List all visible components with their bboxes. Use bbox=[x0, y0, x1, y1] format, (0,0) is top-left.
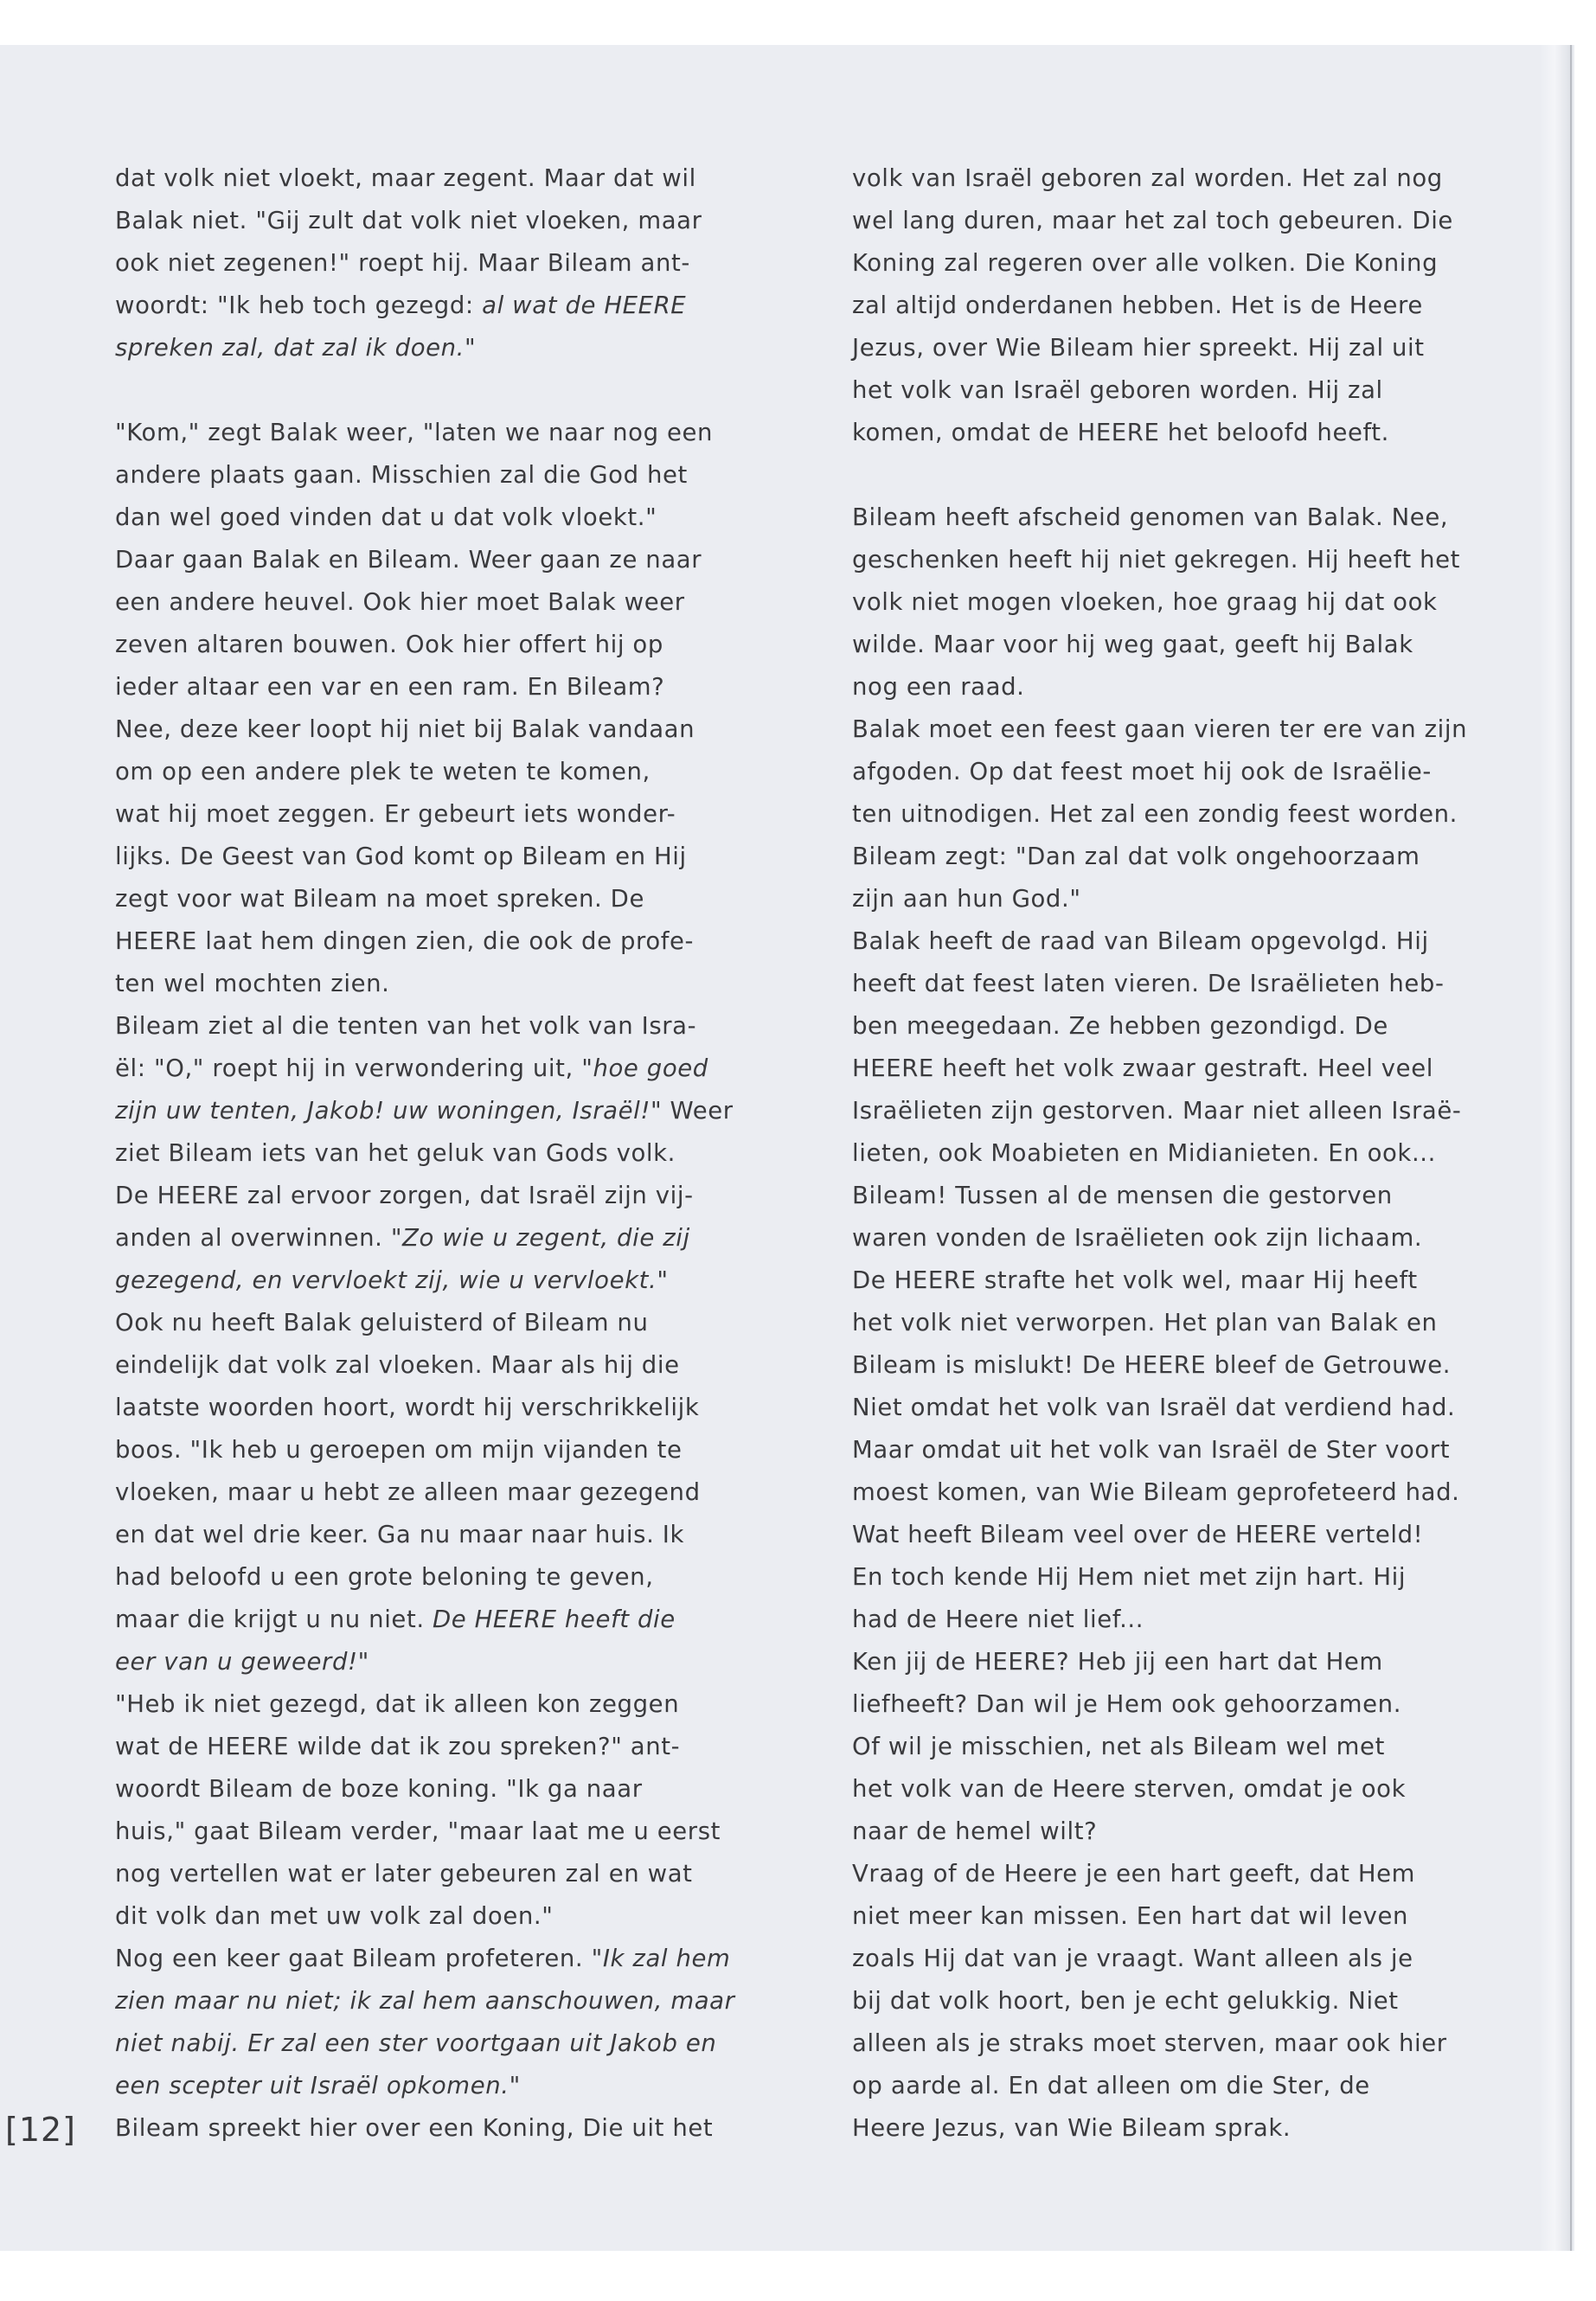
text-segment: ten wel mochten zien. bbox=[115, 970, 390, 997]
italic-quote: "hoe goed bbox=[581, 1054, 708, 1082]
text-segment: anden al overwinnen. bbox=[115, 1224, 391, 1252]
text-line bbox=[852, 666, 1467, 708]
text-line bbox=[852, 1048, 1467, 1090]
text-segment: Ook nu heeft Balak geluisterd of Bileam nu bbox=[115, 1309, 649, 1336]
text-line bbox=[115, 751, 735, 793]
text-segment: om op een andere plek te weten te komen, bbox=[115, 758, 651, 785]
text-line bbox=[852, 1387, 1467, 1429]
text-segment: een andere heuvel. Ook hier moet Balak weer bbox=[115, 588, 685, 616]
text-line bbox=[852, 1980, 1467, 2022]
text-segment: HEERE heeft het volk zwaar gestraft. Heel veel bbox=[852, 1054, 1433, 1082]
text-line bbox=[852, 624, 1467, 666]
text-line bbox=[115, 1514, 735, 1556]
text-line bbox=[115, 1980, 735, 2022]
text-line bbox=[115, 1938, 735, 1980]
text-segment: ieder altaar een var en een ram. En Bileam? bbox=[115, 673, 665, 701]
text-line bbox=[115, 285, 735, 327]
text-segment: vloeken, maar u hebt ze alleen maar gezegend bbox=[115, 1478, 701, 1506]
text-line bbox=[852, 2065, 1467, 2107]
text-segment: bij dat volk hoort, ben je echt gelukkig. Niet bbox=[852, 1987, 1399, 2015]
text-segment: Balak heeft de raad van Bileam opgevolgd. Hij bbox=[852, 927, 1429, 955]
page-edge bbox=[1570, 45, 1572, 2251]
italic-quote: zijn uw tenten, Jakob! uw woningen, Israël!" bbox=[115, 1097, 663, 1125]
italic-quote: De HEERE heeft die bbox=[433, 1606, 676, 1633]
text-segment: "Kom," zegt Balak weer, "laten we naar nog een bbox=[115, 419, 714, 446]
text-line bbox=[852, 1768, 1467, 1811]
text-line bbox=[115, 242, 735, 285]
text-segment: niet meer kan missen. Een hart dat wil leven bbox=[852, 1902, 1409, 1930]
italic-quote: niet nabij. Er zal een ster voortgaan uit Jakob en bbox=[115, 2029, 717, 2057]
text-segment: zal altijd onderdanen hebben. Het is de Heere bbox=[852, 292, 1423, 319]
text-line bbox=[852, 1344, 1467, 1387]
text-line bbox=[115, 878, 735, 920]
text-line bbox=[115, 708, 735, 751]
text-segment: zijn aan hun God." bbox=[852, 885, 1081, 913]
text-segment: lijks. De Geest van God komt op Bileam en Hij bbox=[115, 843, 687, 870]
text-segment: wilde. Maar voor hij weg gaat, geeft hij Balak bbox=[852, 631, 1413, 658]
text-segment: "Heb ik niet gezegd, dat ik alleen kon zeggen bbox=[115, 1690, 680, 1718]
text-segment: geschenken heeft hij niet gekregen. Hij heeft het bbox=[852, 546, 1461, 574]
text-segment: Balak niet. "Gij zult dat volk niet vloeken, maar bbox=[115, 207, 702, 234]
text-segment: ook niet zegenen!" roept hij. Maar Bileam ant- bbox=[115, 249, 690, 277]
text-segment: boos. "Ik heb u geroepen om mijn vijanden te bbox=[115, 1436, 683, 1464]
italic-quote: gezegend, en vervloekt zij, wie u vervloekt." bbox=[115, 1266, 669, 1294]
text-line bbox=[115, 1599, 735, 1641]
text-line bbox=[115, 793, 735, 836]
text-segment: woordt: "Ik heb toch gezegd: bbox=[115, 292, 483, 319]
text-segment: maar die krijgt u nu niet. bbox=[115, 1606, 433, 1633]
text-line bbox=[115, 1259, 735, 1302]
text-line bbox=[852, 157, 1467, 200]
text-line bbox=[115, 454, 735, 497]
text-segment: dit volk dan met uw volk zal doen." bbox=[115, 1902, 554, 1930]
text-segment: moest komen, van Wie Bileam geprofeteerd had. bbox=[852, 1478, 1460, 1506]
text-segment: ziet Bileam iets van het geluk van Gods volk. bbox=[115, 1139, 676, 1167]
text-line bbox=[852, 1514, 1467, 1556]
text-segment: Wat heeft Bileam veel over de HEERE verteld! bbox=[852, 1521, 1424, 1548]
text-segment: Ken jij de HEERE? Heb jij een hart dat Hem bbox=[852, 1648, 1383, 1676]
page-binding-shadow bbox=[1540, 45, 1573, 2251]
italic-quote: "Ik zal hem bbox=[591, 1945, 731, 1972]
text-line bbox=[852, 1471, 1467, 1514]
text-line bbox=[115, 2022, 735, 2065]
text-segment: afgoden. Op dat feest moet hij ook de Israëlie- bbox=[852, 758, 1432, 785]
text-segment: Bileam zegt: "Dan zal dat volk ongehoorzaam bbox=[852, 843, 1420, 870]
text-segment: het volk van Israël geboren worden. Hij zal bbox=[852, 376, 1383, 404]
text-line bbox=[852, 1090, 1467, 1132]
text-segment: ten uitnodigen. Het zal een zondig feest worden. bbox=[852, 800, 1458, 828]
text-segment: Weer bbox=[662, 1097, 734, 1125]
text-line bbox=[852, 1217, 1467, 1259]
italic-quote: eer van u geweerd!" bbox=[115, 1648, 369, 1676]
text-line bbox=[115, 1090, 735, 1132]
text-segment: Israëlieten zijn gestorven. Maar niet alleen Israë- bbox=[852, 1097, 1462, 1125]
text-line bbox=[852, 2107, 1467, 2150]
text-line bbox=[115, 1768, 735, 1811]
text-segment: het volk van de Heere sterven, omdat je ook bbox=[852, 1775, 1407, 1803]
text-segment: En toch kende Hij Hem niet met zijn hart. Hij bbox=[852, 1563, 1407, 1591]
text-line bbox=[852, 1599, 1467, 1641]
text-segment: en dat wel drie keer. Ga nu maar naar huis. Ik bbox=[115, 1521, 684, 1548]
text-line bbox=[852, 963, 1467, 1005]
text-segment: ël: "O," roept hij in verwondering uit, bbox=[115, 1054, 582, 1082]
text-line bbox=[852, 1938, 1467, 1980]
text-line bbox=[852, 1641, 1467, 1683]
text-segment: nog vertellen wat er later gebeuren zal en wat bbox=[115, 1860, 693, 1888]
text-segment: wat hij moet zeggen. Er gebeurt iets wonder- bbox=[115, 800, 676, 828]
text-line bbox=[852, 539, 1467, 581]
text-segment: op aarde al. En dat alleen om die Ster, de bbox=[852, 2072, 1370, 2099]
text-line bbox=[852, 1853, 1467, 1895]
text-line bbox=[115, 1048, 735, 1090]
text-segment: Bileam! Tussen al de mensen die gestorven bbox=[852, 1182, 1393, 1209]
text-line bbox=[115, 1217, 735, 1259]
text-segment: Vraag of de Heere je een hart geeft, dat Hem bbox=[852, 1860, 1416, 1888]
text-segment: Bileam is mislukt! De HEERE bleef de Getrouwe. bbox=[852, 1351, 1452, 1379]
text-segment: ben meegedaan. Ze hebben gezondigd. De bbox=[852, 1012, 1388, 1040]
text-segment: zegt voor wat Bileam na moet spreken. De bbox=[115, 885, 644, 913]
text-segment: Maar omdat uit het volk van Israël de Ster voort bbox=[852, 1436, 1451, 1464]
text-segment: Nee, deze keer loopt hij niet bij Balak vandaan bbox=[115, 715, 695, 743]
text-line bbox=[852, 285, 1467, 327]
text-line bbox=[852, 920, 1467, 963]
text-line bbox=[115, 1641, 735, 1683]
paragraph-gap bbox=[852, 454, 1467, 497]
text-segment: alleen als je straks moet sterven, maar ook hier bbox=[852, 2029, 1447, 2057]
left-text-column bbox=[115, 157, 735, 2150]
text-line bbox=[852, 1429, 1467, 1471]
text-segment: Jezus, over Wie Bileam hier spreekt. Hij zal uit bbox=[852, 334, 1425, 362]
text-segment: wat de HEERE wilde dat ik zou spreken?" ant- bbox=[115, 1733, 681, 1760]
text-line bbox=[852, 412, 1467, 454]
text-segment: het volk niet verworpen. Het plan van Balak en bbox=[852, 1309, 1438, 1336]
text-segment: andere plaats gaan. Misschien zal die God het bbox=[115, 461, 688, 489]
text-line bbox=[115, 666, 735, 708]
page-number: [12] bbox=[5, 2111, 77, 2149]
text-line bbox=[115, 1387, 735, 1429]
text-segment: lieten, ook Moabieten en Midianieten. En ook... bbox=[852, 1139, 1436, 1167]
text-segment: liefheeft? Dan wil je Hem ook gehoorzamen. bbox=[852, 1690, 1402, 1718]
text-line bbox=[115, 836, 735, 878]
text-segment: eindelijk dat volk zal vloeken. Maar als hij die bbox=[115, 1351, 680, 1379]
text-line bbox=[852, 1005, 1467, 1048]
text-line bbox=[115, 581, 735, 624]
italic-quote: al wat de HEERE bbox=[482, 292, 687, 319]
text-line bbox=[115, 1853, 735, 1895]
text-line bbox=[115, 157, 735, 200]
text-segment: had de Heere niet lief... bbox=[852, 1606, 1144, 1633]
text-line bbox=[852, 1259, 1467, 1302]
text-segment: nog een raad. bbox=[852, 673, 1025, 701]
text-line bbox=[852, 751, 1467, 793]
paragraph-gap bbox=[115, 369, 735, 412]
text-line bbox=[115, 1811, 735, 1853]
text-line bbox=[852, 1302, 1467, 1344]
text-line bbox=[852, 708, 1467, 751]
text-line bbox=[852, 1683, 1467, 1726]
text-line bbox=[115, 1302, 735, 1344]
text-line bbox=[115, 412, 735, 454]
text-segment: De HEERE strafte het volk wel, maar Hij heeft bbox=[852, 1266, 1418, 1294]
text-segment: Bileam spreekt hier over een Koning, Die uit het bbox=[115, 2114, 714, 2142]
text-segment: HEERE laat hem dingen zien, die ook de profe- bbox=[115, 927, 695, 955]
text-line bbox=[852, 1726, 1467, 1768]
text-segment: Daar gaan Balak en Bileam. Weer gaan ze naar bbox=[115, 546, 702, 574]
text-line bbox=[852, 1811, 1467, 1853]
text-line bbox=[115, 200, 735, 242]
text-segment: huis," gaat Bileam verder, "maar laat me u eerst bbox=[115, 1817, 721, 1845]
text-segment: woordt Bileam de boze koning. "Ik ga naar bbox=[115, 1775, 643, 1803]
text-segment: Niet omdat het volk van Israël dat verdiend had. bbox=[852, 1394, 1456, 1421]
text-line bbox=[115, 1175, 735, 1217]
text-segment: Balak moet een feest gaan vieren ter ere van zijn bbox=[852, 715, 1468, 743]
text-segment: Nog een keer gaat Bileam profeteren. bbox=[115, 1945, 592, 1972]
right-text-column bbox=[852, 157, 1467, 2150]
text-line bbox=[115, 1556, 735, 1599]
italic-quote: een scepter uit Israël opkomen." bbox=[115, 2072, 521, 2099]
text-line bbox=[115, 1344, 735, 1387]
text-line bbox=[852, 200, 1467, 242]
text-segment: komen, omdat de HEERE het beloofd heeft. bbox=[852, 419, 1390, 446]
text-line bbox=[852, 242, 1467, 285]
text-line bbox=[115, 1726, 735, 1768]
italic-quote: zien maar nu niet; ik zal hem aanschouwen, maar bbox=[115, 1987, 735, 2015]
text-line bbox=[852, 793, 1467, 836]
text-segment: zeven altaren bouwen. Ook hier offert hij op bbox=[115, 631, 663, 658]
italic-quote: spreken zal, dat zal ik doen." bbox=[115, 334, 477, 362]
text-segment: dan wel goed vinden dat u dat volk vloekt." bbox=[115, 503, 657, 531]
text-line bbox=[852, 1175, 1467, 1217]
text-segment: wel lang duren, maar het zal toch gebeuren. Die bbox=[852, 207, 1453, 234]
text-segment: zoals Hij dat van je vraagt. Want alleen als je bbox=[852, 1945, 1413, 1972]
text-segment: laatste woorden hoort, wordt hij verschrikkelijk bbox=[115, 1394, 700, 1421]
text-line bbox=[115, 2065, 735, 2107]
text-segment: Koning zal regeren over alle volken. Die Koning bbox=[852, 249, 1439, 277]
text-line bbox=[115, 327, 735, 369]
text-segment: Of wil je misschien, net als Bileam wel met bbox=[852, 1733, 1385, 1760]
text-line bbox=[115, 1895, 735, 1938]
text-line bbox=[852, 1895, 1467, 1938]
text-line bbox=[115, 539, 735, 581]
text-line bbox=[852, 497, 1467, 539]
text-line bbox=[115, 1471, 735, 1514]
text-segment: Bileam ziet al die tenten van het volk van Isra- bbox=[115, 1012, 697, 1040]
text-line bbox=[115, 2107, 735, 2150]
text-segment: volk niet mogen vloeken, hoe graag hij dat ook bbox=[852, 588, 1438, 616]
text-segment: heeft dat feest laten vieren. De Israëlieten heb- bbox=[852, 970, 1445, 997]
text-line bbox=[852, 369, 1467, 412]
text-line bbox=[115, 497, 735, 539]
text-segment: De HEERE zal ervoor zorgen, dat Israël zijn vij- bbox=[115, 1182, 694, 1209]
text-line bbox=[115, 920, 735, 963]
text-segment: had beloofd u een grote beloning te geven, bbox=[115, 1563, 654, 1591]
text-line bbox=[852, 2022, 1467, 2065]
text-line bbox=[115, 1132, 735, 1175]
text-line bbox=[852, 878, 1467, 920]
text-segment: waren vonden de Israëlieten ook zijn lichaam. bbox=[852, 1224, 1423, 1252]
text-line bbox=[852, 1132, 1467, 1175]
text-line bbox=[115, 624, 735, 666]
text-line bbox=[852, 581, 1467, 624]
text-segment: dat volk niet vloekt, maar zegent. Maar dat wil bbox=[115, 164, 696, 192]
text-line bbox=[115, 1683, 735, 1726]
text-line bbox=[115, 963, 735, 1005]
text-line bbox=[115, 1005, 735, 1048]
text-line bbox=[852, 1556, 1467, 1599]
text-segment: naar de hemel wilt? bbox=[852, 1817, 1098, 1845]
text-segment: Heere Jezus, van Wie Bileam sprak. bbox=[852, 2114, 1292, 2142]
text-line bbox=[852, 327, 1467, 369]
text-segment: Bileam heeft afscheid genomen van Balak. Nee, bbox=[852, 503, 1449, 531]
italic-quote: "Zo wie u zegent, die zij bbox=[390, 1224, 690, 1252]
text-line bbox=[852, 836, 1467, 878]
text-segment: volk van Israël geboren zal worden. Het zal nog bbox=[852, 164, 1443, 192]
text-line bbox=[115, 1429, 735, 1471]
